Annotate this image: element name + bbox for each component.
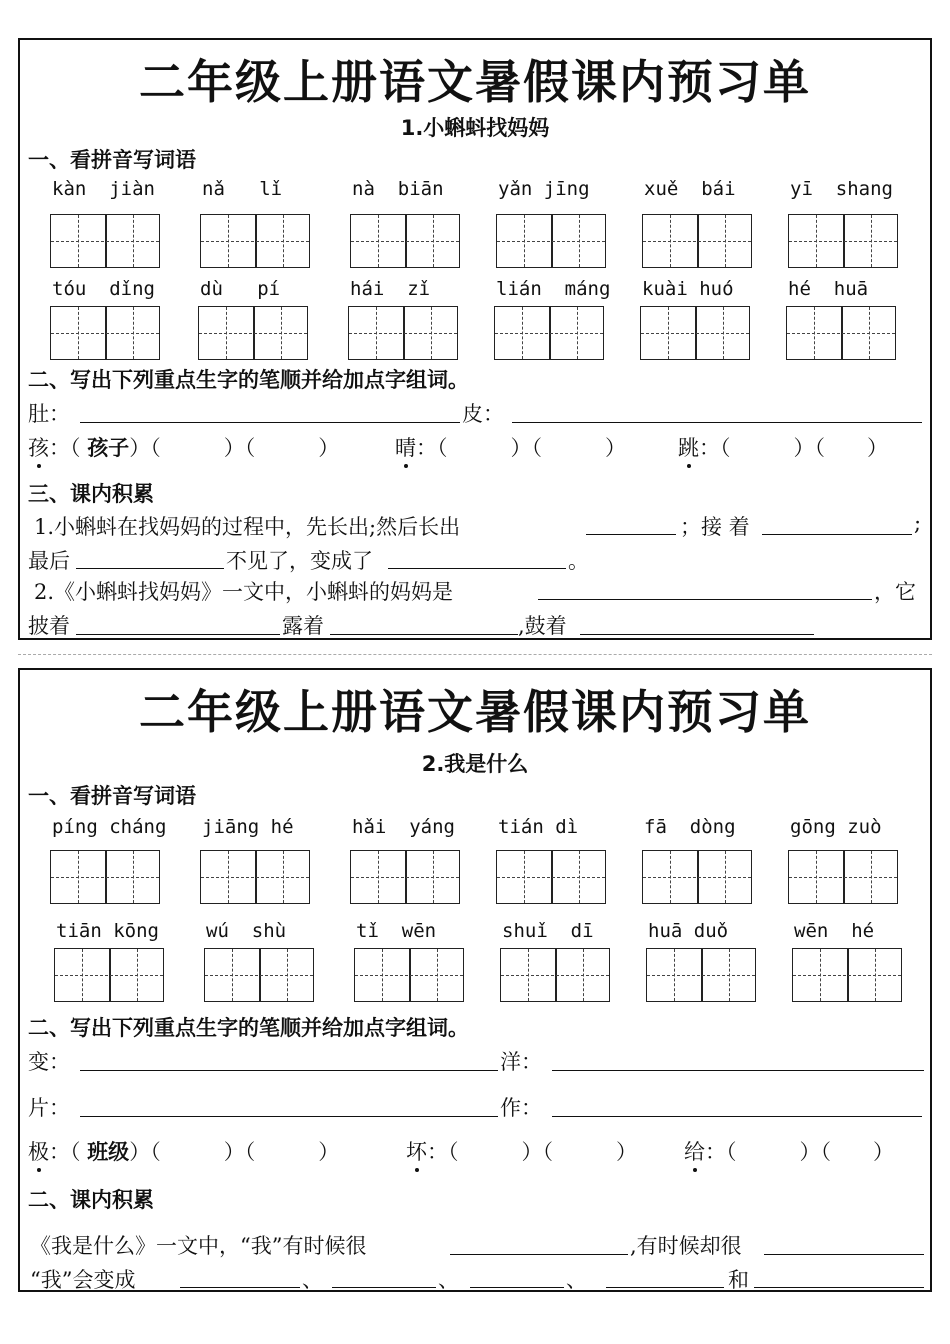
writing-grid[interactable] xyxy=(496,850,606,904)
example-word: 班级 xyxy=(87,1140,130,1164)
writing-grid[interactable] xyxy=(350,214,460,268)
blank[interactable] xyxy=(332,1287,436,1288)
question-text: 《我是什么》一文中，“我”有时候很 xyxy=(30,1234,367,1258)
writing-grid[interactable] xyxy=(642,214,752,268)
sheet2-section3-heading: 二、课内积累 xyxy=(28,1188,154,1212)
pinyin-label: lián máng xyxy=(496,278,611,300)
blank[interactable] xyxy=(450,1254,628,1255)
blank[interactable] xyxy=(764,1254,924,1255)
sheet2-title: 二年级上册语文暑假课内预习单 xyxy=(139,685,811,739)
writing-grid[interactable] xyxy=(50,850,160,904)
blank[interactable] xyxy=(330,634,518,635)
writing-grid[interactable] xyxy=(788,214,898,268)
blank[interactable] xyxy=(606,1287,724,1288)
word-group-row-1: 孩：（ 孩子）（ ）（ ） xyxy=(28,432,339,462)
stroke-label-zuo: 作： xyxy=(500,1096,542,1120)
sheet2-section1-heading: 一、看拼音写词语 xyxy=(28,784,196,808)
writing-grid[interactable] xyxy=(350,850,460,904)
writing-grid[interactable] xyxy=(642,850,752,904)
pinyin-label: nà biān xyxy=(352,178,444,200)
answer-line-pian[interactable] xyxy=(80,1116,498,1117)
blank[interactable] xyxy=(538,599,872,600)
blank[interactable] xyxy=(470,1287,564,1288)
blank[interactable] xyxy=(76,568,224,569)
question-1-text: 1.小蝌蚪在找妈妈的过程中，先长出;然后长出 xyxy=(34,515,461,539)
writing-grid[interactable] xyxy=(354,948,464,1002)
word-group-ji: 极：（ 班级）（ ）（ ） xyxy=(28,1136,339,1166)
writing-grid[interactable] xyxy=(496,214,606,268)
writing-grid[interactable] xyxy=(54,948,164,1002)
writing-grid[interactable] xyxy=(198,306,308,360)
pinyin-label: hé huā xyxy=(788,278,869,300)
writing-grid[interactable] xyxy=(200,214,310,268)
sheet1-lesson-title: 1.小蝌蚪找妈妈 xyxy=(400,116,550,140)
writing-grid[interactable] xyxy=(200,850,310,904)
sheet1-section3-heading: 三、课内积累 xyxy=(28,482,154,506)
worksheet-1: 二年级上册语文暑假课内预习单 1.小蝌蚪找妈妈 一、看拼音写词语 二、写出下列重点生字的笔顺并给加点字组词。 肚： 皮： 孩：（ 孩子）（ ）（ ） 晴：（ ）（ ） 跳：（ ）（ ） 三、课内积累 1.小蝌蚪在找妈妈的过程中，先长出;然后长出 ；接 着 ; 最后 不见了，变成了 。 2.《小蝌蚪找妈妈》一文中，小蝌蚪的妈妈是 ，它 披着 露着 ,鼓着 kàn jiàn nǎ lǐ nà biān yǎn jīng xuě bái yī shang tóu dǐng dù pí hái zǐ lián máng kuài huó hé huā xyxy=(18,38,932,640)
dotted-char: 跳 xyxy=(678,432,699,462)
writing-grid[interactable] xyxy=(204,948,314,1002)
pinyin-label: xuě bái xyxy=(644,178,736,200)
pinyin-label: jiāng hé xyxy=(202,816,294,838)
blank[interactable] xyxy=(586,534,676,535)
stroke-label-pian: 片： xyxy=(28,1096,70,1120)
stroke-label-bian: 变： xyxy=(28,1050,70,1074)
writing-grid[interactable] xyxy=(50,306,160,360)
pinyin-label: nǎ lǐ xyxy=(202,178,283,200)
page-divider xyxy=(18,654,932,655)
writing-grid[interactable] xyxy=(646,948,756,1002)
blank[interactable] xyxy=(76,634,280,635)
pinyin-label: tián dì xyxy=(498,816,579,838)
answer-line-zuo[interactable] xyxy=(552,1116,922,1117)
example-word: 孩子 xyxy=(87,436,130,460)
answer-line-du[interactable] xyxy=(80,422,460,423)
question-2-text: 2.《小蝌蚪找妈妈》一文中，小蝌蚪的妈妈是 xyxy=(34,580,454,604)
pinyin-label: huā duǒ xyxy=(648,920,729,942)
dotted-char: 坏 xyxy=(406,1136,427,1166)
pinyin-label: yǎn jīng xyxy=(498,178,590,200)
stroke-label-yang: 洋： xyxy=(500,1050,542,1074)
dotted-char: 极 xyxy=(28,1136,49,1166)
sheet2-lesson-title: 2.我是什么 xyxy=(421,752,529,776)
pinyin-label: hái zǐ xyxy=(350,278,431,300)
pinyin-label: fā dòng xyxy=(644,816,736,838)
pinyin-label: gōng zuò xyxy=(790,816,882,838)
dotted-char: 给 xyxy=(684,1136,705,1166)
blank[interactable] xyxy=(762,534,912,535)
pinyin-label: kàn jiàn xyxy=(52,178,155,200)
answer-line-bian[interactable] xyxy=(80,1070,498,1071)
pinyin-label: wēn hé xyxy=(794,920,875,942)
writing-grid[interactable] xyxy=(786,306,896,360)
pinyin-label: tǐ wēn xyxy=(356,920,437,942)
stroke-label-pi: 皮： xyxy=(462,402,504,426)
pinyin-label: shuǐ dī xyxy=(502,920,594,942)
dotted-char: 孩 xyxy=(28,432,49,462)
sheet1-section1-heading: 一、看拼音写词语 xyxy=(28,148,196,172)
answer-line-yang[interactable] xyxy=(552,1070,924,1071)
blank[interactable] xyxy=(180,1287,300,1288)
pinyin-label: tiān kōng xyxy=(56,920,159,942)
writing-grid[interactable] xyxy=(640,306,750,360)
writing-grid[interactable] xyxy=(348,306,458,360)
sheet2-section2-heading: 二、写出下列重点生字的笔顺并给加点字组词。 xyxy=(28,1016,469,1040)
worksheet-2: 二年级上册语文暑假课内预习单 2.我是什么 一、看拼音写词语 二、写出下列重点生字的笔顺并给加点字组词。 变： 洋： 片： 作： 极：（ 班级）（ ）（ ） 坏：（ ）（ ） 给：（ ）（ ） 二、课内积累 《我是什么》一文中，“我”有时候很 ,有时候却很 “我”会变成 、 、 、 和 píng cháng jiāng hé hǎi yáng tián dì fā dòng gōng zuò tiān kōng wú shù tǐ wēn shuǐ dī huā duǒ wēn hé xyxy=(18,668,932,1292)
writing-grid[interactable] xyxy=(494,306,604,360)
dotted-char: 晴 xyxy=(395,432,416,462)
writing-grid[interactable] xyxy=(788,850,898,904)
word-group-huai: 坏：（ ）（ ） xyxy=(406,1136,637,1166)
word-group-tiao: 跳：（ ）（ ） xyxy=(678,432,888,462)
word-group-qing: 晴：（ ）（ ） xyxy=(395,432,626,462)
sheet1-title: 二年级上册语文暑假课内预习单 xyxy=(139,55,811,109)
pinyin-label: hǎi yáng xyxy=(352,816,455,838)
writing-grid[interactable] xyxy=(792,948,902,1002)
pinyin-label: dù pí xyxy=(200,278,281,300)
pinyin-label: píng cháng xyxy=(52,816,167,838)
writing-grid[interactable] xyxy=(50,214,160,268)
pinyin-label: wú shù xyxy=(206,920,287,942)
stroke-label-du: 肚： xyxy=(28,402,70,426)
pinyin-label: tóu dǐng xyxy=(52,278,155,300)
writing-grid[interactable] xyxy=(500,948,610,1002)
blank[interactable] xyxy=(388,568,566,569)
blank[interactable] xyxy=(754,1287,924,1288)
pinyin-label: kuài huó xyxy=(642,278,734,300)
sheet1-section2-heading: 二、写出下列重点生字的笔顺并给加点字组词。 xyxy=(28,368,469,392)
answer-line-pi[interactable] xyxy=(512,422,922,423)
blank[interactable] xyxy=(580,634,814,635)
pinyin-label: yī shang xyxy=(790,178,893,200)
word-group-gei: 给：（ ）（ ） xyxy=(684,1136,894,1166)
